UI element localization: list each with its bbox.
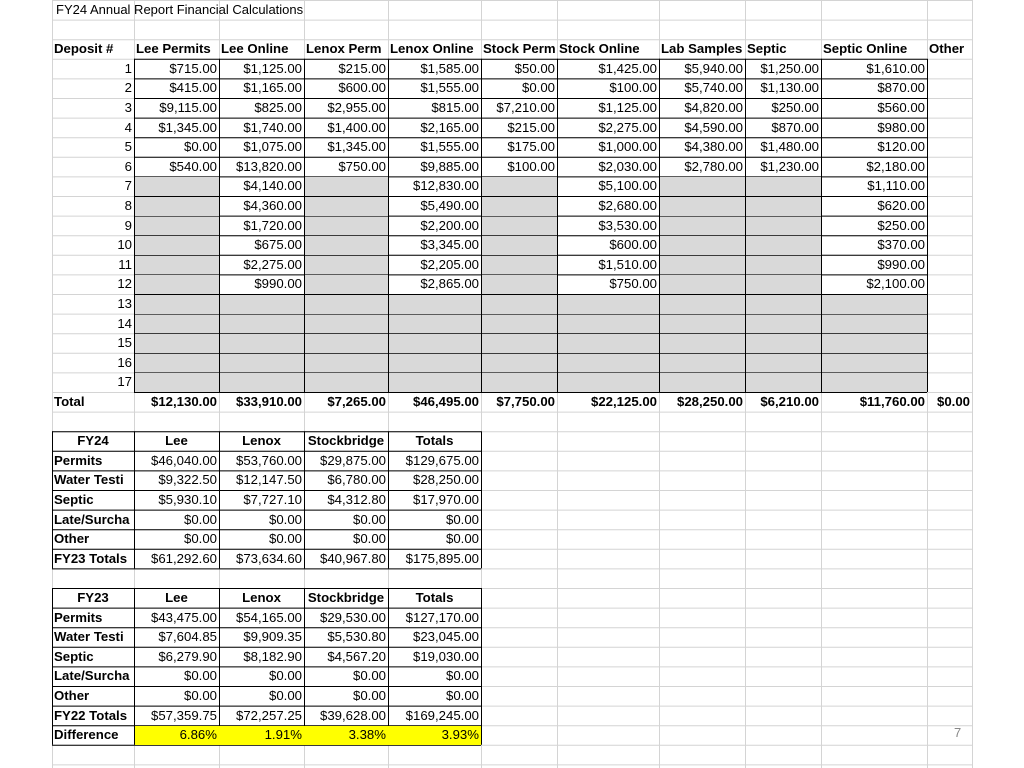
fy23-value[interactable]: $7,604.85 xyxy=(158,629,217,645)
deposit-header-cell[interactable]: Septic xyxy=(747,41,787,57)
fy23-value[interactable]: $0.00 xyxy=(183,688,217,703)
deposit-value[interactable] xyxy=(821,314,927,334)
deposit-value[interactable] xyxy=(481,353,557,373)
deposit-value[interactable] xyxy=(481,176,557,196)
fy23-header-cell[interactable]: Stockbridge xyxy=(307,590,385,605)
deposit-value[interactable]: $9,115.00 xyxy=(159,100,217,115)
deposit-value[interactable]: $1,165.00 xyxy=(243,80,302,96)
deposit-value[interactable] xyxy=(659,216,745,236)
fy23-row-label[interactable]: Other xyxy=(54,688,90,703)
fy23-value[interactable]: $72,257.25 xyxy=(235,707,302,723)
fy23-row-label[interactable]: Permits xyxy=(54,609,103,625)
deposit-number[interactable]: 14 xyxy=(117,315,132,331)
deposit-number[interactable]: 17 xyxy=(117,374,132,390)
deposit-value[interactable]: $2,955.00 xyxy=(327,100,386,115)
deposit-value[interactable] xyxy=(745,372,821,392)
fy24-value[interactable]: $0.00 xyxy=(445,511,479,527)
fy24-value[interactable]: $9,322.50 xyxy=(158,472,217,488)
fy24-value[interactable]: $0.00 xyxy=(183,531,217,547)
deposit-value[interactable]: $50.00 xyxy=(514,60,555,76)
deposit-value[interactable]: $715.00 xyxy=(169,60,217,76)
fy23-value[interactable]: $54,165.00 xyxy=(235,609,302,625)
deposit-number[interactable]: 13 xyxy=(117,296,132,311)
deposit-number[interactable]: 12 xyxy=(117,276,132,292)
deposit-value[interactable]: $100.00 xyxy=(609,80,657,96)
fy23-header-cell[interactable]: Totals xyxy=(415,590,454,605)
deposit-value[interactable]: $120.00 xyxy=(877,139,925,155)
deposit-value[interactable] xyxy=(388,314,481,334)
deposit-value[interactable] xyxy=(659,314,745,334)
deposit-value[interactable] xyxy=(821,353,927,373)
fy24-value[interactable]: $17,970.00 xyxy=(412,492,479,507)
deposit-value[interactable] xyxy=(659,196,745,216)
deposit-value[interactable] xyxy=(388,294,481,314)
deposit-value[interactable] xyxy=(659,176,745,196)
deposit-value[interactable] xyxy=(745,255,821,275)
deposit-value[interactable] xyxy=(659,372,745,392)
fy23-value[interactable]: $19,030.00 xyxy=(412,648,479,664)
fy24-value[interactable]: $0.00 xyxy=(268,531,302,547)
fy24-row-label[interactable]: FY23 Totals xyxy=(54,550,128,566)
deposit-value[interactable] xyxy=(927,353,972,373)
deposit-value[interactable] xyxy=(304,353,388,373)
deposit-value[interactable]: $7,210.00 xyxy=(496,100,555,115)
fy24-value[interactable]: $53,760.00 xyxy=(235,452,302,468)
deposit-value[interactable] xyxy=(745,216,821,236)
fy23-value[interactable]: $0.00 xyxy=(352,688,386,703)
fy24-value[interactable]: $129,675.00 xyxy=(405,452,479,468)
fy24-header-cell[interactable]: Totals xyxy=(415,433,454,449)
fy24-value[interactable]: $40,967.80 xyxy=(319,550,386,566)
deposit-value[interactable] xyxy=(745,196,821,216)
fy23-row-label[interactable]: Difference xyxy=(54,727,119,743)
deposit-value[interactable] xyxy=(134,274,219,294)
deposit-value[interactable]: $620.00 xyxy=(877,198,925,213)
deposit-value[interactable]: $675.00 xyxy=(254,237,302,253)
deposit-value[interactable]: $215.00 xyxy=(338,60,386,76)
deposit-value[interactable]: $560.00 xyxy=(877,100,925,115)
total-value[interactable]: $12,130.00 xyxy=(150,394,217,409)
deposit-value[interactable]: $1,125.00 xyxy=(598,100,657,115)
deposit-value[interactable] xyxy=(134,216,219,236)
deposit-value[interactable] xyxy=(134,314,219,334)
deposit-value[interactable]: $2,865.00 xyxy=(420,276,479,292)
deposit-value[interactable]: $0.00 xyxy=(521,80,555,96)
deposit-value[interactable]: $5,940.00 xyxy=(684,60,743,76)
fy24-header-cell[interactable]: Lenox xyxy=(242,433,281,449)
deposit-value[interactable] xyxy=(927,98,972,118)
deposit-value[interactable]: $3,345.00 xyxy=(420,237,479,253)
deposit-value[interactable]: $370.00 xyxy=(877,237,925,253)
deposit-value[interactable]: $1,720.00 xyxy=(243,217,302,233)
deposit-value[interactable]: $990.00 xyxy=(254,276,302,292)
deposit-value[interactable]: $1,230.00 xyxy=(760,158,819,174)
fy24-value[interactable]: $175,895.00 xyxy=(405,550,479,566)
fy23-value[interactable]: $39,628.00 xyxy=(319,707,386,723)
deposit-value[interactable] xyxy=(745,274,821,294)
deposit-value[interactable] xyxy=(659,353,745,373)
fy24-value[interactable]: $0.00 xyxy=(352,511,386,527)
deposit-value[interactable]: $990.00 xyxy=(877,256,925,272)
deposit-value[interactable] xyxy=(659,333,745,353)
deposit-value[interactable]: $13,820.00 xyxy=(235,158,302,174)
deposit-value[interactable] xyxy=(927,176,972,196)
deposit-value[interactable]: $3,530.00 xyxy=(598,217,657,233)
deposit-value[interactable]: $5,490.00 xyxy=(420,198,479,213)
fy23-header-cell[interactable]: Lee xyxy=(165,590,188,605)
deposit-number[interactable]: 11 xyxy=(118,256,132,272)
deposit-value[interactable]: $175.00 xyxy=(507,139,555,155)
fy24-header-cell[interactable]: FY24 xyxy=(77,433,109,449)
deposit-value[interactable] xyxy=(927,137,972,157)
deposit-value[interactable] xyxy=(388,333,481,353)
fy23-value[interactable]: $5,530.80 xyxy=(327,629,386,645)
fy23-value[interactable]: 6.86% xyxy=(179,727,217,743)
deposit-value[interactable]: $1,585.00 xyxy=(420,60,479,76)
deposit-value[interactable]: $4,590.00 xyxy=(684,119,743,135)
deposit-header-cell[interactable]: Stock Online xyxy=(559,41,640,57)
deposit-value[interactable] xyxy=(557,353,659,373)
deposit-value[interactable]: $2,680.00 xyxy=(598,198,657,213)
deposit-value[interactable]: $870.00 xyxy=(877,80,925,96)
deposit-value[interactable] xyxy=(927,157,972,177)
fy24-value[interactable]: $61,292.60 xyxy=(150,550,217,566)
deposit-value[interactable]: $2,205.00 xyxy=(420,256,479,272)
deposit-value[interactable]: $1,075.00 xyxy=(243,139,302,155)
deposit-value[interactable] xyxy=(134,333,219,353)
deposit-value[interactable]: $0.00 xyxy=(183,139,217,155)
deposit-value[interactable] xyxy=(659,294,745,314)
deposit-number[interactable]: 3 xyxy=(124,100,132,115)
deposit-value[interactable] xyxy=(219,333,304,353)
deposit-value[interactable]: $1,740.00 xyxy=(243,119,302,135)
deposit-value[interactable] xyxy=(927,372,972,392)
deposit-value[interactable] xyxy=(481,274,557,294)
deposit-value[interactable]: $815.00 xyxy=(431,100,479,115)
deposit-value[interactable]: $870.00 xyxy=(771,119,819,135)
deposit-value[interactable]: $1,130.00 xyxy=(760,80,819,96)
deposit-number[interactable]: 15 xyxy=(117,335,132,351)
deposit-value[interactable] xyxy=(557,372,659,392)
deposit-value[interactable]: $2,780.00 xyxy=(684,158,743,174)
fy24-value[interactable]: $7,727.10 xyxy=(243,492,302,507)
deposit-value[interactable] xyxy=(219,353,304,373)
total-label[interactable]: Total xyxy=(54,394,85,409)
deposit-number[interactable]: 1 xyxy=(124,60,132,76)
deposit-value[interactable] xyxy=(745,314,821,334)
total-value[interactable]: $22,125.00 xyxy=(590,394,657,409)
deposit-value[interactable] xyxy=(388,372,481,392)
deposit-value[interactable]: $825.00 xyxy=(254,100,302,115)
deposit-number[interactable]: 9 xyxy=(124,217,132,233)
deposit-value[interactable]: $1,400.00 xyxy=(327,119,386,135)
deposit-value[interactable]: $750.00 xyxy=(338,158,386,174)
fy23-value[interactable]: $9,909.35 xyxy=(243,629,302,645)
deposit-number[interactable]: 10 xyxy=(117,237,132,253)
fy23-value[interactable]: $0.00 xyxy=(268,668,302,684)
total-value[interactable]: $46,495.00 xyxy=(412,394,479,409)
deposit-value[interactable]: $2,275.00 xyxy=(243,256,302,272)
deposit-value[interactable] xyxy=(821,372,927,392)
fy23-value[interactable]: $0.00 xyxy=(352,668,386,684)
deposit-value[interactable] xyxy=(304,255,388,275)
deposit-value[interactable]: $1,345.00 xyxy=(158,119,217,135)
deposit-value[interactable] xyxy=(745,176,821,196)
fy24-value[interactable]: $0.00 xyxy=(268,511,302,527)
deposit-value[interactable]: $4,820.00 xyxy=(684,100,743,115)
deposit-value[interactable] xyxy=(134,255,219,275)
deposit-value[interactable]: $600.00 xyxy=(338,80,386,96)
deposit-header-cell[interactable]: Septic Online xyxy=(823,41,908,57)
deposit-number[interactable]: 2 xyxy=(124,80,132,96)
deposit-value[interactable] xyxy=(745,294,821,314)
deposit-value[interactable] xyxy=(557,294,659,314)
fy23-value[interactable]: $8,182.90 xyxy=(243,648,302,664)
fy23-value[interactable]: $43,475.00 xyxy=(150,609,217,625)
deposit-value[interactable] xyxy=(481,216,557,236)
deposit-value[interactable] xyxy=(659,274,745,294)
deposit-value[interactable] xyxy=(659,235,745,255)
deposit-value[interactable]: $100.00 xyxy=(507,158,555,174)
fy23-value[interactable]: 3.93% xyxy=(441,727,479,743)
deposit-value[interactable] xyxy=(304,235,388,255)
deposit-value[interactable]: $9,885.00 xyxy=(420,158,479,174)
deposit-value[interactable] xyxy=(304,274,388,294)
deposit-header-cell[interactable]: Lenox Online xyxy=(390,41,474,57)
fy24-value[interactable]: $29,875.00 xyxy=(319,452,386,468)
deposit-value[interactable]: $2,100.00 xyxy=(866,276,925,292)
deposit-value[interactable] xyxy=(134,235,219,255)
deposit-value[interactable]: $600.00 xyxy=(609,237,657,253)
deposit-value[interactable] xyxy=(927,59,972,79)
fy23-value[interactable]: $4,567.20 xyxy=(327,648,386,664)
deposit-value[interactable] xyxy=(481,294,557,314)
deposit-value[interactable] xyxy=(481,255,557,275)
fy24-row-label[interactable]: Other xyxy=(54,531,90,547)
deposit-value[interactable] xyxy=(481,235,557,255)
deposit-value[interactable] xyxy=(304,333,388,353)
deposit-value[interactable] xyxy=(821,333,927,353)
fy24-value[interactable]: $6,780.00 xyxy=(327,472,386,488)
deposit-value[interactable]: $1,480.00 xyxy=(760,139,819,155)
fy23-value[interactable]: 3.38% xyxy=(348,727,386,743)
fy24-row-label[interactable]: Septic xyxy=(54,492,94,507)
deposit-header-cell[interactable]: Lenox Perm xyxy=(306,41,382,57)
deposit-value[interactable] xyxy=(745,235,821,255)
deposit-value[interactable] xyxy=(481,372,557,392)
deposit-value[interactable]: $2,180.00 xyxy=(866,158,925,174)
deposit-header-cell[interactable]: Other xyxy=(929,41,965,57)
total-value[interactable]: $0.00 xyxy=(936,394,970,409)
deposit-value[interactable]: $1,250.00 xyxy=(760,60,819,76)
deposit-value[interactable] xyxy=(927,255,972,275)
deposit-value[interactable]: $2,200.00 xyxy=(420,217,479,233)
deposit-value[interactable]: $2,275.00 xyxy=(598,119,657,135)
deposit-number[interactable]: 7 xyxy=(124,178,132,194)
fy24-value[interactable]: $73,634.60 xyxy=(235,550,302,566)
deposit-value[interactable]: $980.00 xyxy=(877,119,925,135)
fy24-header-cell[interactable]: Lee xyxy=(165,433,188,449)
deposit-value[interactable]: $1,345.00 xyxy=(327,139,386,155)
deposit-header-cell[interactable]: Lab Samples xyxy=(661,41,743,57)
total-value[interactable]: $11,760.00 xyxy=(859,394,925,409)
deposit-value[interactable]: $1,610.00 xyxy=(866,60,925,76)
deposit-value[interactable] xyxy=(927,333,972,353)
total-value[interactable]: $28,250.00 xyxy=(676,394,743,409)
fy23-row-label[interactable]: Water Testi xyxy=(54,629,124,645)
deposit-value[interactable] xyxy=(927,314,972,334)
deposit-value[interactable]: $250.00 xyxy=(771,100,819,115)
fy23-value[interactable]: $29,530.00 xyxy=(319,609,386,625)
deposit-value[interactable]: $5,100.00 xyxy=(598,178,657,194)
deposit-value[interactable] xyxy=(388,353,481,373)
deposit-number[interactable]: 4 xyxy=(124,119,132,135)
deposit-value[interactable] xyxy=(304,216,388,236)
deposit-header-cell[interactable]: Deposit # xyxy=(54,41,114,57)
deposit-value[interactable] xyxy=(927,216,972,236)
total-value[interactable]: $7,265.00 xyxy=(327,394,386,409)
deposit-value[interactable]: $1,125.00 xyxy=(243,60,302,76)
deposit-value[interactable]: $540.00 xyxy=(169,158,217,174)
deposit-value[interactable] xyxy=(481,333,557,353)
deposit-number[interactable]: 8 xyxy=(124,198,132,213)
deposit-value[interactable] xyxy=(659,255,745,275)
fy24-row-label[interactable]: Permits xyxy=(54,452,103,468)
deposit-value[interactable]: $250.00 xyxy=(877,217,925,233)
deposit-value[interactable]: $2,030.00 xyxy=(598,158,657,174)
deposit-value[interactable]: $1,110.00 xyxy=(867,178,925,194)
deposit-value[interactable] xyxy=(821,294,927,314)
deposit-number[interactable]: 6 xyxy=(124,158,132,174)
fy24-value[interactable]: $0.00 xyxy=(352,531,386,547)
deposit-value[interactable]: $1,555.00 xyxy=(420,80,479,96)
fy23-value[interactable]: $23,045.00 xyxy=(412,629,479,645)
deposit-value[interactable] xyxy=(304,314,388,334)
deposit-value[interactable] xyxy=(304,372,388,392)
report-title[interactable]: FY24 Annual Report Financial Calculations xyxy=(56,2,304,17)
fy24-value[interactable]: $28,250.00 xyxy=(412,472,479,488)
fy23-header-cell[interactable]: FY23 xyxy=(77,590,109,605)
deposit-value[interactable]: $12,830.00 xyxy=(412,178,479,194)
deposit-header-cell[interactable]: Lee Permits xyxy=(136,41,211,57)
deposit-value[interactable]: $1,510.00 xyxy=(598,256,657,272)
deposit-value[interactable] xyxy=(557,333,659,353)
deposit-value[interactable]: $415.00 xyxy=(169,80,217,96)
deposit-value[interactable] xyxy=(219,372,304,392)
fy24-value[interactable]: $12,147.50 xyxy=(235,472,302,488)
deposit-value[interactable] xyxy=(927,294,972,314)
deposit-value[interactable]: $215.00 xyxy=(507,119,555,135)
deposit-value[interactable] xyxy=(134,353,219,373)
fy23-value[interactable]: $6,279.90 xyxy=(158,648,217,664)
deposit-value[interactable]: $4,140.00 xyxy=(243,178,302,194)
deposit-value[interactable] xyxy=(557,314,659,334)
deposit-value[interactable]: $4,360.00 xyxy=(243,198,302,213)
deposit-value[interactable] xyxy=(927,274,972,294)
fy23-header-cell[interactable]: Lenox xyxy=(242,590,281,605)
deposit-value[interactable]: $2,165.00 xyxy=(420,119,479,135)
deposit-value[interactable] xyxy=(219,294,304,314)
fy23-value[interactable]: $0.00 xyxy=(268,688,302,703)
total-value[interactable]: $33,910.00 xyxy=(235,394,302,409)
deposit-value[interactable] xyxy=(304,294,388,314)
fy24-value[interactable]: $46,040.00 xyxy=(150,452,217,468)
deposit-value[interactable]: $1,425.00 xyxy=(598,60,657,76)
deposit-number[interactable]: 5 xyxy=(124,139,132,155)
deposit-value[interactable] xyxy=(927,78,972,98)
fy24-row-label[interactable]: Late/Surcha xyxy=(54,511,130,527)
deposit-number[interactable]: 16 xyxy=(117,354,132,370)
deposit-value[interactable]: $1,555.00 xyxy=(420,139,479,155)
fy23-value[interactable]: $127,170.00 xyxy=(405,609,479,625)
fy24-value[interactable]: $0.00 xyxy=(445,531,479,547)
deposit-value[interactable] xyxy=(481,314,557,334)
deposit-value[interactable] xyxy=(134,294,219,314)
total-value[interactable]: $7,750.00 xyxy=(496,394,555,409)
fy24-row-label[interactable]: Water Testi xyxy=(54,472,124,488)
fy23-value[interactable]: $0.00 xyxy=(183,668,217,684)
deposit-header-cell[interactable]: Stock Perm xyxy=(483,41,556,57)
fy24-header-cell[interactable]: Stockbridge xyxy=(307,433,385,449)
deposit-value[interactable]: $5,740.00 xyxy=(684,80,743,96)
total-value[interactable]: $6,210.00 xyxy=(760,394,819,409)
fy23-value[interactable]: 1.91% xyxy=(264,727,302,743)
fy23-row-label[interactable]: Septic xyxy=(54,648,94,664)
deposit-value[interactable] xyxy=(304,196,388,216)
fy23-value[interactable]: $0.00 xyxy=(445,668,479,684)
deposit-value[interactable] xyxy=(481,196,557,216)
deposit-value[interactable] xyxy=(219,314,304,334)
deposit-value[interactable] xyxy=(927,235,972,255)
fy23-value[interactable]: $57,359.75 xyxy=(150,707,217,723)
fy24-value[interactable]: $0.00 xyxy=(183,511,217,527)
fy24-value[interactable]: $5,930.10 xyxy=(158,492,217,507)
deposit-value[interactable]: $1,000.00 xyxy=(598,139,657,155)
deposit-value[interactable] xyxy=(134,372,219,392)
page-number: 7 xyxy=(954,725,962,740)
deposit-value[interactable] xyxy=(304,176,388,196)
deposit-value[interactable] xyxy=(134,176,219,196)
fy23-row-label[interactable]: FY22 Totals xyxy=(54,707,128,723)
deposit-value[interactable] xyxy=(134,196,219,216)
fy24-value[interactable]: $4,312.80 xyxy=(327,492,386,507)
fy23-value[interactable]: $0.00 xyxy=(445,688,479,703)
deposit-value[interactable] xyxy=(745,333,821,353)
deposit-value[interactable] xyxy=(745,353,821,373)
deposit-value[interactable] xyxy=(927,118,972,138)
fy23-row-label[interactable]: Late/Surcha xyxy=(54,668,130,684)
deposit-value[interactable]: $750.00 xyxy=(609,276,657,292)
fy23-value[interactable]: $169,245.00 xyxy=(405,707,479,723)
deposit-header-cell[interactable]: Lee Online xyxy=(221,41,289,57)
deposit-value[interactable] xyxy=(927,196,972,216)
deposit-value[interactable]: $4,380.00 xyxy=(684,139,743,155)
